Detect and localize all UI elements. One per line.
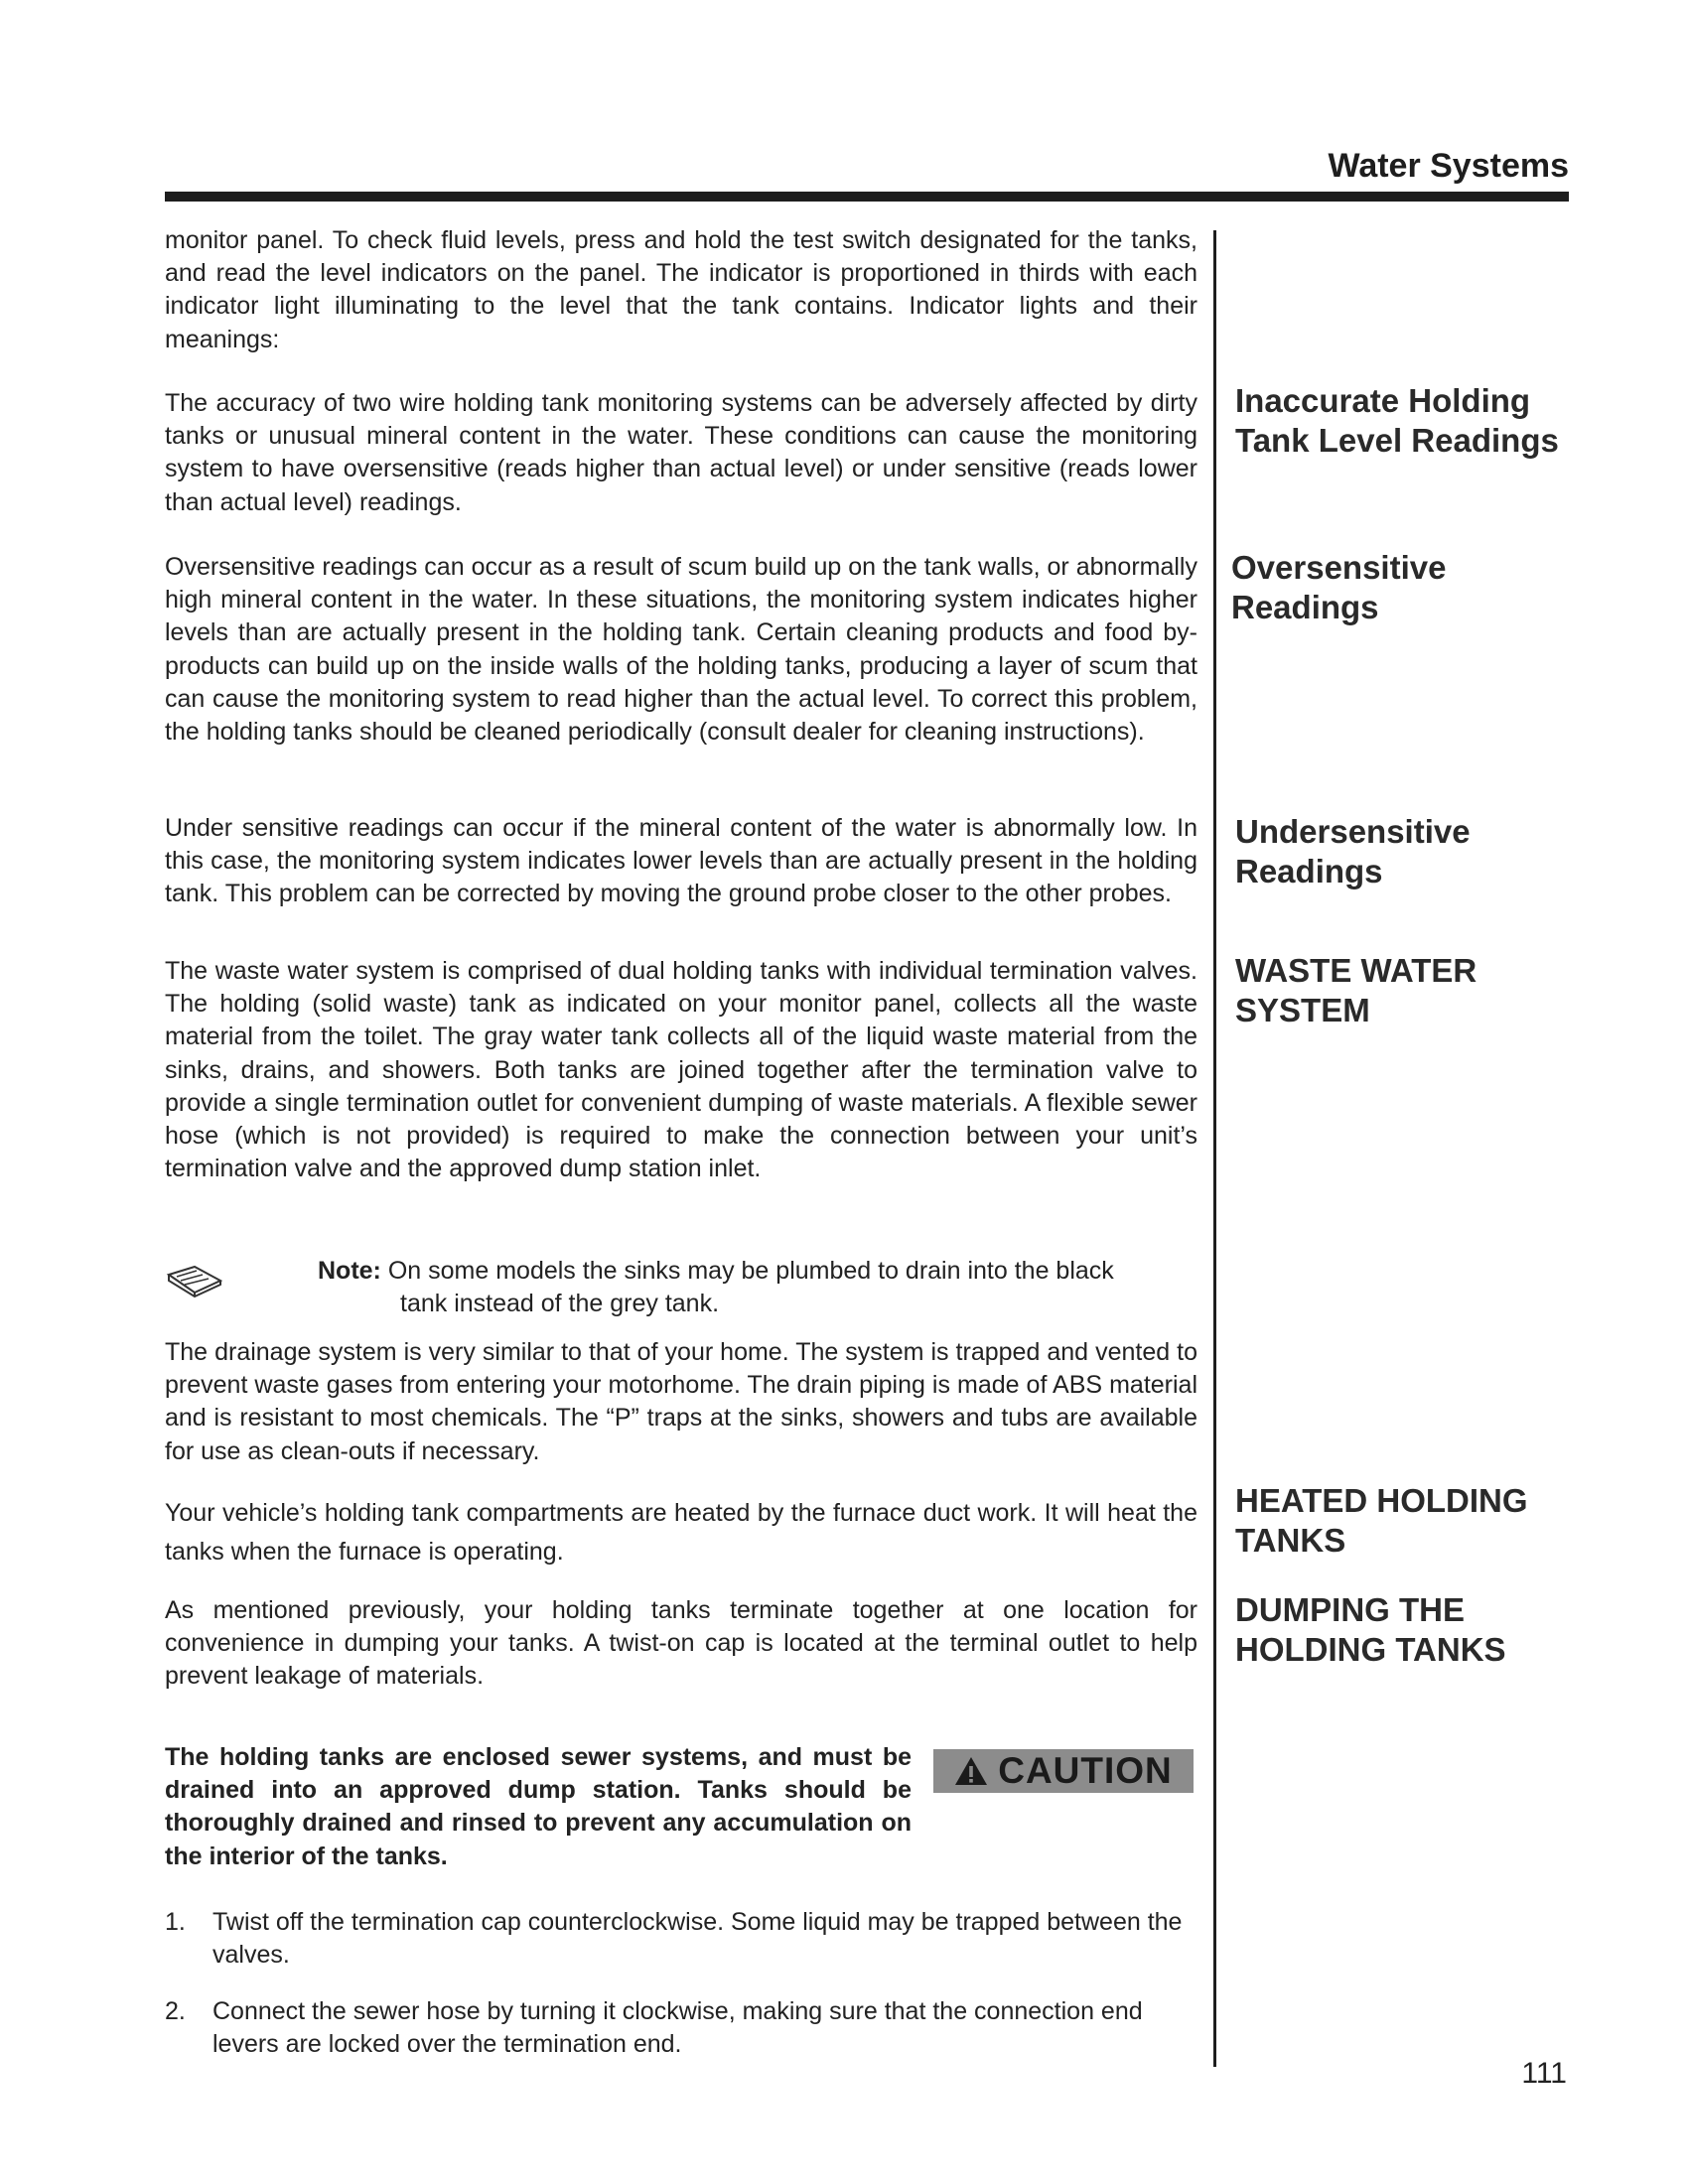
note-line1: On some models the sinks may be plumbed to drain into the black	[387, 1257, 1114, 1285]
page-number: 111	[1521, 2057, 1567, 2090]
sidebar-heading-dumping: DUMPING THE HOLDING TANKS	[1235, 1591, 1506, 1668]
caution-text: The holding tanks are enclosed sewer systems, and must be drained into an approved dump station. Tanks should be thoroughly drained and rinsed to prevent any accumulation on the interior of the tanks.	[165, 1743, 912, 1870]
sidebar-heading-waste-water: WASTE WATER SYSTEM	[1235, 952, 1477, 1028]
note-line2: tank instead of the grey tank.	[400, 1290, 720, 1318]
paragraph-dumping: As mentioned previously, your holding tanks terminate together at one location for convenience in dumping your tanks. A twist-on cap is located at the terminal outlet to help prevent leakage of materials.	[165, 1596, 1197, 1691]
book-icon	[165, 1263, 224, 1298]
list-item-number: 1.	[165, 1908, 186, 1936]
list-item	[165, 1906, 1197, 1972]
list-item	[165, 1995, 1197, 2061]
sidebar-heading-oversensitive: Oversensitive Readings	[1231, 549, 1447, 625]
sidebar-heading-undersensitive: Undersensitive Readings	[1235, 813, 1471, 889]
list-item-text: Twist off the termination cap counterclockwise. Some liquid may be trapped between the valves.	[212, 1908, 1183, 1970]
sidebar-heading-heated-tanks: HEATED HOLDING TANKS	[1235, 1482, 1528, 1559]
header-rule	[165, 192, 1569, 202]
paragraph-undersensitive: Under sensitive readings can occur if the mineral content of the water is abnormally low. In this case, the monitoring system indicates lower levels than are actually present in the holding tank. This problem can be corrected by moving the ground probe closer to the other probes.	[165, 814, 1197, 908]
paragraph-waste-water: The waste water system is comprised of dual holding tanks with individual termination valves. The holding (solid waste) tank as indicated on your monitor panel, collects all the waste material from the toilet. The gray water tank collects all of the liquid waste material from the sinks, drains, and showers. Both tanks are joined together after the termination valve to provide a single termination outlet for convenient dumping of waste materials. A flexible sewer hose (which is not provided) is required to make the connection between your unit’s termination valve and the approved dump station inlet.	[165, 957, 1197, 1183]
warning-icon	[954, 1756, 988, 1786]
section-title: Water Systems	[1328, 147, 1569, 185]
note	[318, 1255, 1197, 1320]
paragraph-oversensitive: Oversensitive readings can occur as a result of scum build up on the tank walls, or abnormally high mineral content in the water. In these situations, the monitoring system indicates higher levels than are actually present in the holding tank. Certain cleaning products and food by-products can build up on the inside walls of the holding tanks, producing a layer of scum that can cause the monitoring system to read higher than the actual level. To correct this problem, the holding tanks should be cleaned periodically (consult dealer for cleaning instructions).	[165, 553, 1197, 747]
caution-badge	[933, 1749, 1194, 1793]
paragraph-accuracy: The accuracy of two wire holding tank monitoring systems can be adversely affected by dirty tanks or unusual mineral content in the water. These conditions can cause the monitoring system to have oversensitive (reads higher than actual level) or under sensitive (reads lower than actual level) readings.	[165, 389, 1197, 516]
paragraph-drainage: The drainage system is very similar to that of your home. The system is trapped and vented to prevent waste gases from entering your motorhome. The drain piping is made of ABS material and is resistant to most chemicals. The “P” traps at the sinks, showers and tubs are available for use as clean-outs if necessary.	[165, 1338, 1197, 1465]
list-item-number: 2.	[165, 1997, 186, 2025]
sidebar-heading-inaccurate: Inaccurate Holding Tank Level Readings	[1235, 382, 1559, 459]
caution-label: CAUTION	[998, 1750, 1173, 1791]
note-label: Note:	[318, 1257, 381, 1285]
paragraph-heated-tanks: Your vehicle’s holding tank compartments are heated by the furnace duct work. It will heat the tanks when the furnace is operating.	[165, 1499, 1197, 1566]
paragraph-monitor-panel: monitor panel. To check fluid levels, press and hold the test switch designated for the tanks, and read the level indicators on the panel. The indicator is proportioned in thirds with each indicator light illuminating to the level that the tank contains. Indicator lights and their meanings:	[165, 226, 1197, 353]
list-item-text: Connect the sewer hose by turning it clockwise, making sure that the connection end levers are locked over the termination end.	[212, 1997, 1143, 2059]
column-divider	[1213, 230, 1216, 2067]
